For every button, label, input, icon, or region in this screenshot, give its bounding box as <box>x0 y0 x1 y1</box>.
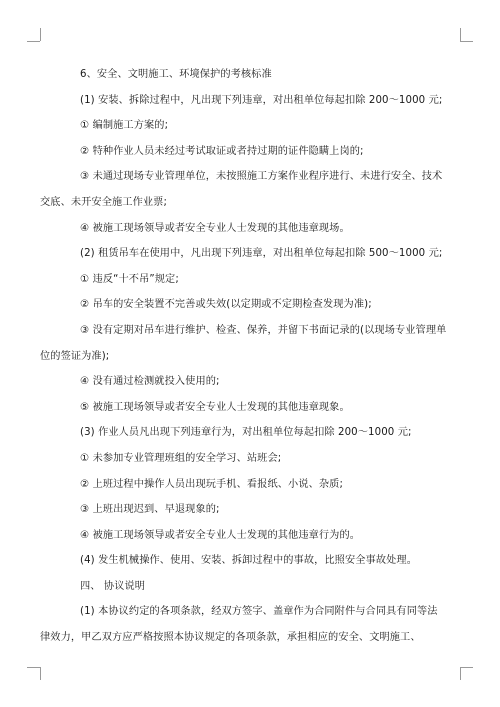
document-line: ② 吊车的安全装置不完善或失效(以定期或不定期检查发现为准); <box>80 299 372 311</box>
crop-mark-top-right-h <box>460 41 473 42</box>
document-line: ④ 被施工现场领导或者安全专业人士发现的其他违章现场。 <box>80 222 350 234</box>
crop-mark-bottom-right-h <box>460 667 473 668</box>
document-line: (2) 租赁吊车在使用中，凡出现下列违章，对出租单位每起扣除 500～1000 元; <box>80 248 443 260</box>
document-line: (1) 本协议约定的各项条款，经双方签字、盖章作为合同附件与合同具有同等法 <box>80 606 438 618</box>
document-line: ④ 被施工现场领导或者安全专业人士发现的其他违章行为的。 <box>80 529 361 541</box>
document-line: 6、安全、文明施工、环境保护的考核标准 <box>80 69 272 80</box>
document-line: 交底、未开安全施工作业票; <box>40 196 167 208</box>
document-line: ③ 没有定期对吊车进行维护、检查、保养，并留下书面记录的(以现场专业管理单 <box>80 324 447 336</box>
document-line: 四、 协议说明 <box>80 580 146 592</box>
document-line: (3) 作业人员凡出现下列违章行为，对出租单位每起扣除 200～1000 元; <box>80 427 412 439</box>
document-line: ① 编制施工方案的; <box>80 120 169 132</box>
document-line: ② 特种作业人员未经过考试取证或者持过期的证件隐瞒上岗的; <box>80 145 364 157</box>
document-line: 位的签证为准); <box>40 350 110 362</box>
document-line: ① 未参加专业管理班组的安全学习、站班会; <box>80 452 282 464</box>
crop-mark-top-left-h <box>27 41 40 42</box>
document-line: ③ 未通过现场专业管理单位，未按照施工方案作业程序进行、未进行安全、技术 <box>80 171 443 183</box>
document-line: 律效力，甲乙双方应严格按照本协议规定的各项条款，承担相应的安全、文明施工、 <box>40 632 421 644</box>
document-line: ③ 上班出现迟到、早退现象的; <box>80 504 220 516</box>
document-line: ② 上班过程中操作人员出现玩手机、看报纸、小说、杂质; <box>80 478 344 490</box>
document-line: ⑤ 被施工现场领导或者安全专业人士发现的其他违章现象。 <box>80 401 350 413</box>
document-line: ① 违反“十不吊”规定; <box>80 273 179 285</box>
crop-mark-bottom-left-v <box>40 667 41 680</box>
crop-mark-bottom-right-v <box>460 667 461 680</box>
document-line: (1) 安装、拆除过程中，凡出现下列违章，对出租单位每起扣除 200～1000 元; <box>80 94 443 106</box>
crop-mark-top-right-v <box>460 28 461 41</box>
crop-mark-top-left-v <box>40 28 41 41</box>
document-body <box>40 62 462 651</box>
crop-mark-bottom-left-h <box>27 667 40 668</box>
document-line: ④ 没有通过检测就投入使用的; <box>80 376 220 388</box>
document-line: (4) 发生机械操作、使用、安装、拆卸过程中的事故，比照安全事故处理。 <box>80 555 417 567</box>
